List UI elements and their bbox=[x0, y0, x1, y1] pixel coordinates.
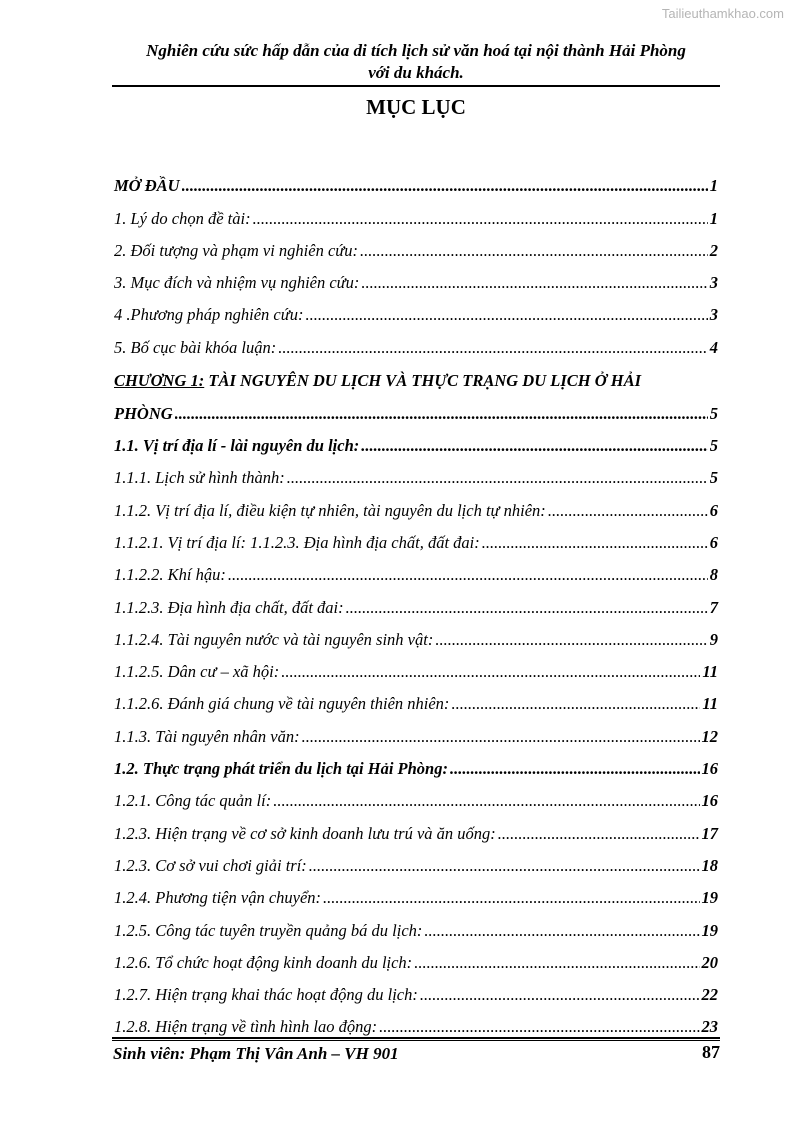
dot-leader bbox=[323, 888, 699, 908]
dot-leader bbox=[450, 759, 700, 779]
document-header bbox=[112, 40, 720, 84]
toc-entry-label: 2. Đối tượng và phạm vi nghiên cứu: bbox=[114, 240, 359, 260]
toc-entry[interactable] bbox=[114, 196, 718, 228]
toc-entry-label: 1.1.2.1. Vị trí địa lí: 1.1.2.3. Địa hình địa chất, đất đai: bbox=[114, 532, 480, 552]
dot-leader bbox=[482, 533, 708, 553]
toc-entry[interactable] bbox=[114, 714, 718, 746]
toc-entry-label: 1.1.2. Vị trí địa lí, điều kiện tự nhiên, tài nguyên du lịch tự nhiên: bbox=[114, 500, 546, 520]
dot-leader bbox=[379, 1017, 699, 1037]
toc-entry-page: 3 bbox=[709, 305, 718, 325]
toc-entry-label: 1.2.3. Hiện trạng về cơ sở kinh doanh lưu trú và ăn uống: bbox=[114, 823, 496, 843]
watermark-text: Tailieuthamkhao.com bbox=[661, 6, 784, 21]
toc-entry-page: 23 bbox=[701, 1017, 718, 1037]
toc-entry-section-1-1[interactable] bbox=[114, 424, 718, 456]
dot-leader bbox=[287, 468, 708, 488]
dot-leader bbox=[361, 273, 707, 293]
toc-entry[interactable] bbox=[114, 811, 718, 843]
toc-entry-label: 1.2.4. Phương tiện vận chuyển: bbox=[114, 888, 322, 908]
toc-entry[interactable] bbox=[114, 261, 718, 293]
header-line-1: Nghiên cứu sức hấp dẫn của di tích lịch sử văn hoá tại nội thành Hải Phòng bbox=[146, 41, 686, 60]
toc-entry-page: 5 bbox=[709, 436, 718, 456]
toc-entry-page: 11 bbox=[702, 662, 718, 682]
dot-leader bbox=[424, 921, 699, 941]
toc-entry-label: 1.2.3. Cơ sở vui chơi giải trí: bbox=[114, 855, 307, 875]
toc-entry[interactable] bbox=[114, 941, 718, 973]
toc-entry[interactable] bbox=[114, 521, 718, 553]
toc-entry-page: 3 bbox=[709, 273, 718, 293]
dot-leader bbox=[228, 565, 708, 585]
toc-entry-label: 1.2. Thực trạng phát triển du lịch tại Hải Phòng: bbox=[114, 759, 448, 779]
footer-student: Sinh viên: Phạm Thị Vân Anh – VH 901 bbox=[113, 1044, 399, 1063]
section-1-2-items bbox=[114, 779, 718, 1037]
toc-entry[interactable] bbox=[114, 682, 718, 714]
toc-entry-label: 1.1. Vị trí địa lí - lài nguyên du lịch: bbox=[114, 436, 360, 456]
toc-entry-label: 1.1.2.2. Khí hậu: bbox=[114, 565, 226, 585]
chapter-1-heading-line-2 bbox=[114, 392, 718, 424]
dot-leader bbox=[420, 985, 700, 1005]
toc-entry-label: 1.2.6. Tổ chức hoạt động kinh doanh du lịch: bbox=[114, 952, 413, 972]
dot-leader bbox=[273, 791, 699, 811]
toc-entry-label: PHÒNG bbox=[114, 403, 173, 423]
dot-leader bbox=[182, 176, 708, 196]
toc-entry-page: 2 bbox=[709, 240, 718, 260]
toc-entry-label: 1.1.2.3. Địa hình địa chất, đất đai: bbox=[114, 597, 344, 617]
toc-entry-page: 6 bbox=[709, 500, 718, 520]
toc-entry[interactable] bbox=[114, 844, 718, 876]
dot-leader bbox=[498, 824, 700, 844]
toc-entry[interactable] bbox=[114, 553, 718, 585]
toc-entry[interactable] bbox=[114, 585, 718, 617]
toc-entry-page: 18 bbox=[701, 855, 718, 875]
chapter-1-prefix: CHƯƠNG 1: bbox=[114, 370, 205, 390]
toc-entry-page: 5 bbox=[709, 403, 718, 423]
dot-leader bbox=[253, 209, 708, 229]
toc-entry[interactable] bbox=[114, 779, 718, 811]
toc-entry[interactable] bbox=[114, 908, 718, 940]
footer-divider-thin bbox=[112, 1040, 720, 1041]
dot-leader bbox=[346, 598, 708, 618]
intro-items bbox=[114, 196, 718, 357]
dot-leader bbox=[451, 694, 700, 714]
toc-entry[interactable] bbox=[114, 650, 718, 682]
chapter-1-title: TÀI NGUYÊN DU LỊCH VÀ THỰC TRẠNG DU LỊCH Ở HẢI bbox=[204, 370, 642, 390]
toc-entry-label: MỞ ĐẦU bbox=[114, 176, 180, 196]
header-divider bbox=[112, 85, 720, 87]
toc-entry-page: 19 bbox=[701, 920, 718, 940]
toc-entry-label: 4 .Phương pháp nghiên cứu: bbox=[114, 305, 304, 325]
toc-entry[interactable] bbox=[114, 229, 718, 261]
toc-entry-chapter-1[interactable] bbox=[114, 358, 718, 424]
toc-entry-page: 1 bbox=[709, 208, 718, 228]
toc-entry-label: 1.2.7. Hiện trạng khai thác hoạt động du lịch: bbox=[114, 985, 418, 1005]
dot-leader bbox=[435, 630, 707, 650]
footer-page-number: 87 bbox=[702, 1042, 720, 1062]
dot-leader bbox=[309, 856, 700, 876]
toc-entry-label: 1.1.2.6. Đánh giá chung về tài nguyên thiên nhiên: bbox=[114, 694, 450, 714]
toc-entry-page: 5 bbox=[709, 468, 718, 488]
toc-entry[interactable] bbox=[114, 1005, 718, 1037]
dot-leader bbox=[360, 241, 708, 261]
toc-entry-label: 1.2.1. Công tác quản lí: bbox=[114, 791, 272, 811]
toc-entry-page: 20 bbox=[701, 952, 718, 972]
toc-entry-page: 6 bbox=[709, 532, 718, 552]
dot-leader bbox=[305, 305, 707, 325]
toc-entry-page: 16 bbox=[701, 759, 718, 779]
toc-entry[interactable] bbox=[114, 293, 718, 325]
header-line-2: với du khách. bbox=[368, 63, 464, 82]
toc-entry-section-1-2[interactable] bbox=[114, 747, 718, 779]
toc-entry-page: 8 bbox=[709, 565, 718, 585]
toc-entry-page: 1 bbox=[709, 176, 718, 196]
page-title: MỤC LỤC bbox=[366, 95, 466, 119]
toc-entry[interactable] bbox=[114, 973, 718, 1005]
toc-entry[interactable] bbox=[114, 325, 718, 357]
toc-entry-label: 1.1.1. Lịch sử hình thành: bbox=[114, 468, 285, 488]
section-1-1-items bbox=[114, 456, 718, 747]
toc-entry-label: 1.1.2.5. Dân cư – xã hội: bbox=[114, 662, 280, 682]
toc-entry-label: 1.1.3. Tài nguyên nhân văn: bbox=[114, 726, 300, 746]
toc-entry-page: 19 bbox=[701, 888, 718, 908]
table-of-contents bbox=[114, 164, 718, 1037]
toc-entry-page: 11 bbox=[702, 694, 718, 714]
toc-entry-label: 1.2.5. Công tác tuyên truyền quảng bá du lịch: bbox=[114, 920, 423, 940]
dot-leader bbox=[548, 501, 708, 521]
dot-leader bbox=[361, 436, 708, 456]
toc-entry[interactable] bbox=[114, 876, 718, 908]
dot-leader bbox=[302, 727, 700, 747]
dot-leader bbox=[175, 404, 708, 424]
toc-entry-label: 1. Lý do chọn đề tài: bbox=[114, 208, 251, 228]
toc-entry-page: 7 bbox=[709, 597, 718, 617]
dot-leader bbox=[278, 338, 708, 358]
toc-entry[interactable] bbox=[114, 618, 718, 650]
toc-entry-label: 1.2.8. Hiện trạng về tình hình lao động: bbox=[114, 1017, 378, 1037]
footer-divider bbox=[112, 1037, 720, 1039]
dot-leader bbox=[281, 662, 700, 682]
toc-entry-page: 4 bbox=[709, 337, 718, 357]
toc-entry-page: 17 bbox=[701, 823, 718, 843]
toc-entry-page: 9 bbox=[709, 629, 718, 649]
toc-entry-page: 16 bbox=[701, 791, 718, 811]
toc-entry-label: 5. Bố cục bài khóa luận: bbox=[114, 337, 277, 357]
toc-entry-label: 1.1.2.4. Tài nguyên nước và tài nguyên sinh vật: bbox=[114, 629, 434, 649]
chapter-1-heading-line-1 bbox=[114, 358, 718, 391]
toc-entry-mo-dau[interactable] bbox=[114, 164, 718, 196]
toc-entry-page: 12 bbox=[701, 726, 718, 746]
toc-entry-page: 22 bbox=[701, 985, 718, 1005]
toc-entry-label: 3. Mục đích và nhiệm vụ nghiên cứu: bbox=[114, 273, 360, 293]
dot-leader bbox=[414, 953, 699, 973]
toc-entry[interactable] bbox=[114, 456, 718, 488]
toc-entry[interactable] bbox=[114, 488, 718, 520]
